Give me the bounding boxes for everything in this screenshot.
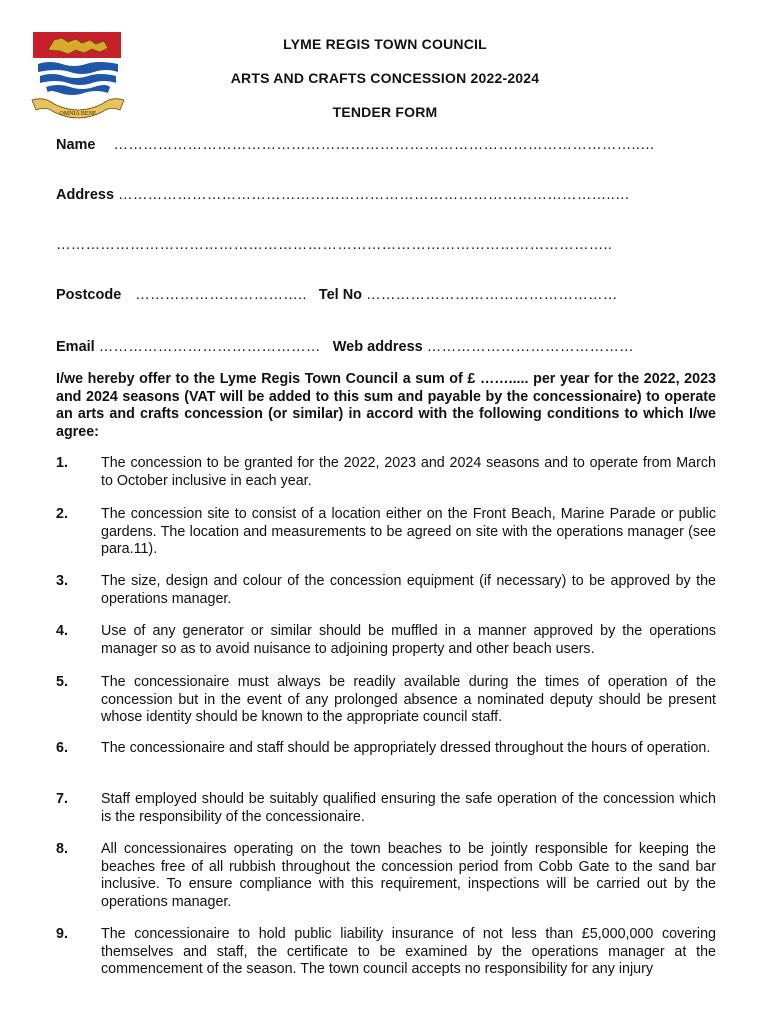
condition-item: [56, 506, 716, 559]
email-field-dots[interactable]: ………………………………………: [98, 339, 321, 355]
form-title: TENDER FORM: [332, 104, 438, 120]
tel-field-dots[interactable]: ……………………………………………: [366, 287, 618, 303]
condition-item: [56, 926, 716, 979]
condition-text: All concessionaires operating on the town beaches to be jointly responsible for keeping the beaches free of all rubbish throughout the concession period from Cobb Gate to the sand bar inclusive. To ensure compliance with this requirement, inspections will be carried out by the operations manager.: [101, 841, 716, 910]
postcode-label: Postcode: [56, 287, 122, 303]
condition-number: 5.: [56, 674, 68, 690]
tel-label: Tel No: [318, 287, 363, 303]
web-address-label: Web address: [332, 339, 423, 355]
condition-text: The size, design and colour of the concession equipment (if necessary) to be approved by the operations manager.: [101, 573, 716, 607]
concession-title: ARTS AND CRAFTS CONCESSION 2022-2024: [230, 70, 540, 86]
condition-text: The concessionaire and staff should be appropriately dressed throughout the hours of operation.: [101, 740, 711, 756]
condition-item: [56, 740, 716, 758]
council-title: LYME REGIS TOWN COUNCIL: [283, 36, 487, 52]
condition-item: [56, 623, 716, 658]
condition-text: The concession site to consist of a location either on the Front Beach, Marine Parade or public gardens. The location and measurements to be agreed on site with the operations manager (see para.11).: [101, 506, 716, 557]
postcode-tel-row: [56, 287, 618, 303]
condition-number: 3.: [56, 573, 68, 589]
email-web-row: [56, 339, 634, 355]
crest-wave-3: [46, 85, 110, 95]
email-label: Email: [56, 339, 95, 355]
name-field-row: [56, 137, 655, 153]
address-line2-row: [56, 237, 612, 253]
condition-number: 4.: [56, 623, 68, 639]
condition-text: The concessionaire to hold public liability insurance of not less than £5,000,000 covering themselves and staff, the certificate to be examined by the operations manager at the commencement of the season. The town council accepts no responsibility for any injury: [101, 926, 716, 977]
condition-text: Use of any generator or similar should be muffled in a manner approved by the operations manager so as to avoid nuisance to adjoining property and other beach users.: [101, 623, 716, 657]
condition-number: 9.: [56, 926, 68, 942]
address-label: Address: [56, 187, 115, 203]
condition-number: 7.: [56, 791, 68, 807]
condition-item: [56, 674, 716, 727]
condition-item: [56, 791, 716, 826]
condition-text: The concessionaire must always be readily available during the times of operation of the concession but in the event of any prolonged absence a nominated deputy should be present whose identity should be known to the appropriate council staff.: [101, 674, 716, 725]
offer-paragraph: I/we hereby offer to the Lyme Regis Town Council a sum of £ ……..... per year for the 2022, 2023 and 2024 seasons (VAT will be added to this sum and payable by the concessionaire) to operate an arts and crafts concession (or similar) in accord with the following conditions to which I/we agree:: [56, 371, 716, 440]
address-line2-dots[interactable]: …………………………………………………………………………………………………..: [56, 237, 613, 253]
address-field-row: [56, 187, 630, 203]
name-label: Name: [56, 137, 96, 153]
condition-item: [56, 573, 716, 608]
web-address-field-dots[interactable]: ……………………………………: [426, 339, 634, 355]
condition-number: 8.: [56, 841, 68, 857]
condition-item: [56, 455, 716, 490]
condition-number: 6.: [56, 740, 68, 756]
condition-text: Staff employed should be suitably qualified ensuring the safe operation of the concession which is the responsibility of the concessionaire.: [101, 791, 716, 825]
postcode-field-dots[interactable]: ……………………………..: [135, 287, 307, 303]
condition-number: 1.: [56, 455, 68, 471]
condition-number: 2.: [56, 506, 68, 522]
condition-text: The concession to be granted for the 2022, 2023 and 2024 seasons and to operate from March to October inclusive in each year.: [101, 455, 716, 489]
condition-item: [56, 841, 716, 911]
address-field-dots[interactable]: ………………………………………………………………………………………..…: [118, 187, 630, 203]
crest-motto: OMNIA BENE: [59, 111, 97, 117]
name-field-dots[interactable]: ……………………………………………………………………………………………..…: [113, 137, 655, 153]
